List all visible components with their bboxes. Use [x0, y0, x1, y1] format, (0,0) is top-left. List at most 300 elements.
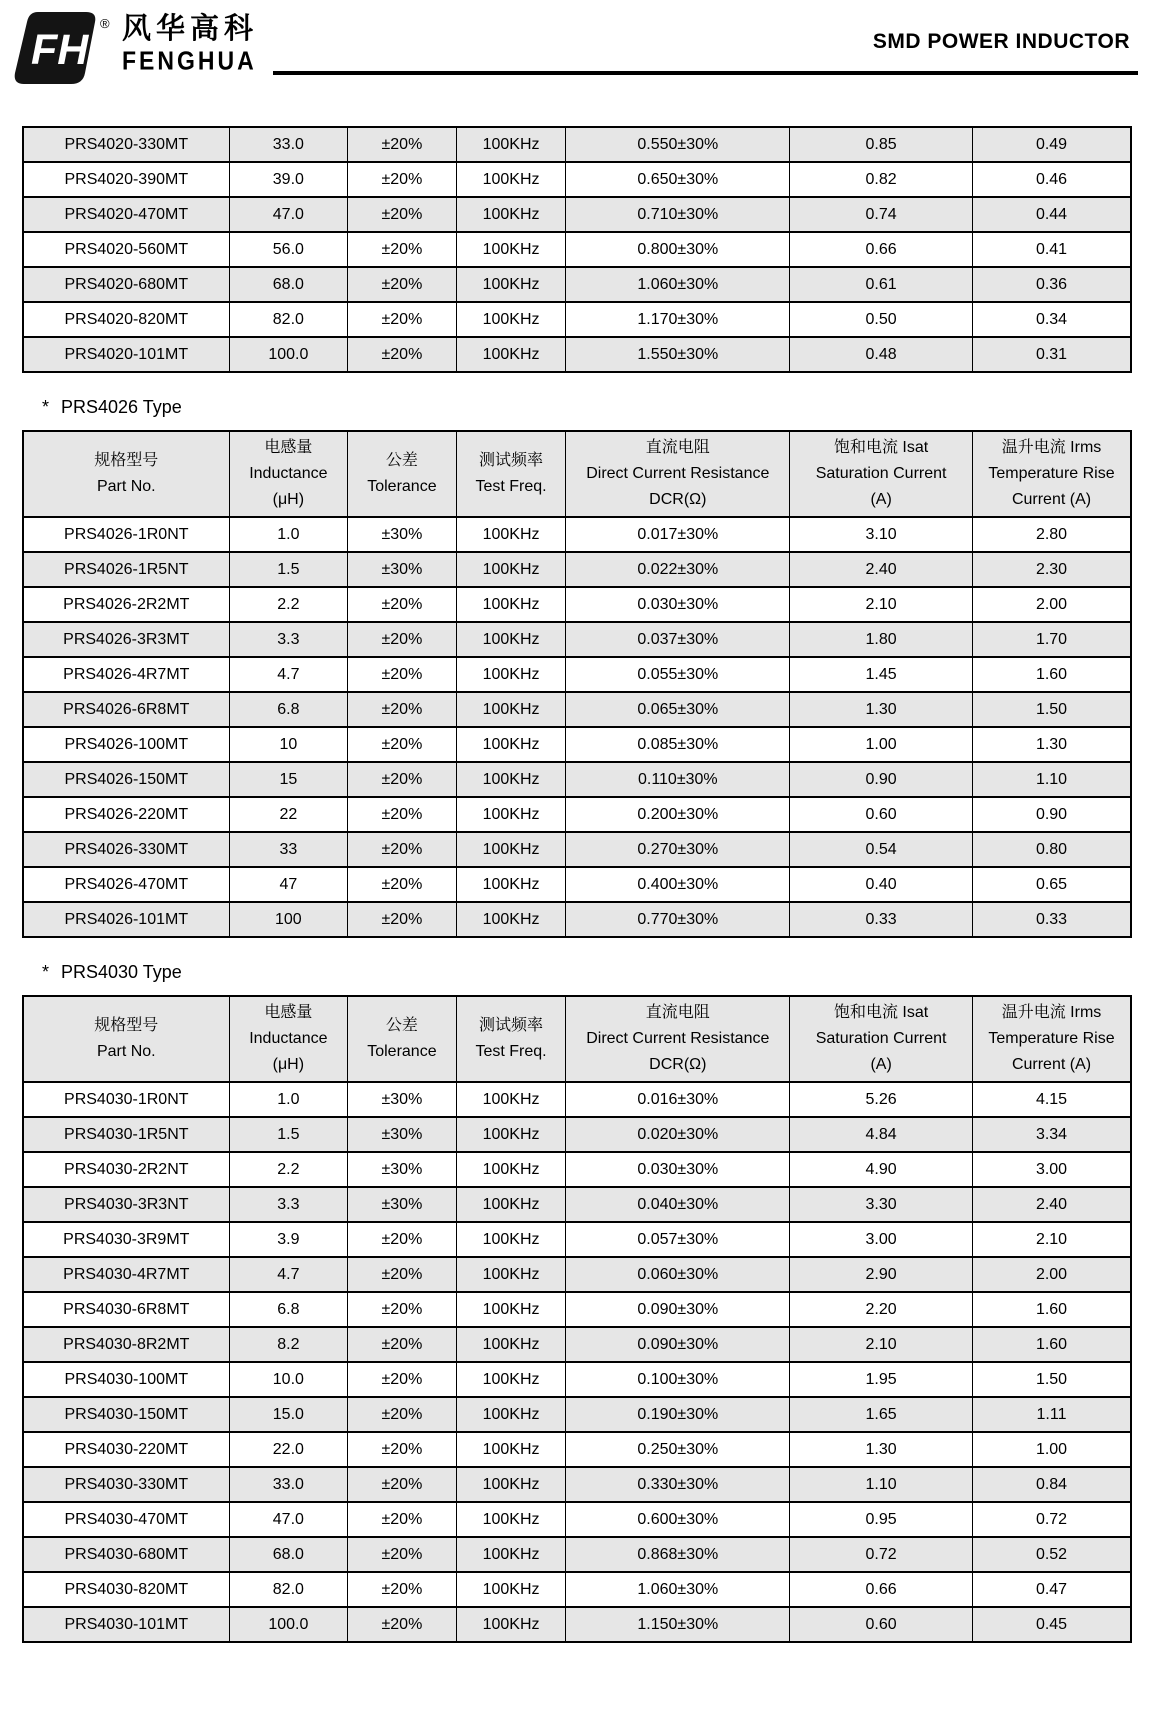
- table-cell: PRS4030-330MT: [23, 1467, 229, 1502]
- table-cell: 1.550±30%: [566, 337, 790, 372]
- table-cell: 4.7: [229, 657, 348, 692]
- table-cell: PRS4030-1R5NT: [23, 1117, 229, 1152]
- column-header-inductance: [229, 431, 348, 517]
- table-cell: 100KHz: [456, 302, 566, 337]
- table-cell: 0.200±30%: [566, 797, 790, 832]
- column-header-line: 直流电阻: [645, 439, 710, 456]
- table-cell: 0.90: [790, 762, 973, 797]
- table-cell: 100.0: [229, 337, 348, 372]
- table-cell: 68.0: [229, 1537, 348, 1572]
- table-cell: 3.3: [229, 622, 348, 657]
- table-cell: 0.270±30%: [566, 832, 790, 867]
- table-cell: PRS4026-470MT: [23, 867, 229, 902]
- table-cell: ±30%: [348, 1152, 457, 1187]
- column-header-part-no: [23, 431, 229, 517]
- table-cell: ±20%: [348, 1467, 457, 1502]
- page-header: [0, 0, 1152, 90]
- header-rule: [273, 71, 1138, 75]
- table-cell: 1.30: [973, 727, 1131, 762]
- table-cell: ±30%: [348, 1082, 457, 1117]
- table-cell: 100KHz: [456, 337, 566, 372]
- table-cell: 0.33: [973, 902, 1131, 937]
- table-cell: 0.190±30%: [566, 1397, 790, 1432]
- table-cell: 3.9: [229, 1222, 348, 1257]
- table-cell: 1.30: [790, 692, 973, 727]
- table-cell: 0.055±30%: [566, 657, 790, 692]
- table-cell: PRS4026-4R7MT: [23, 657, 229, 692]
- table-cell: 0.45: [973, 1607, 1131, 1642]
- table-cell: ±20%: [348, 587, 457, 622]
- table-cell: 0.72: [790, 1537, 973, 1572]
- table-cell: 0.36: [973, 267, 1131, 302]
- table-cell: 1.5: [229, 1117, 348, 1152]
- table-cell: 8.2: [229, 1327, 348, 1362]
- table-cell: 2.2: [229, 587, 348, 622]
- table-row: [23, 1502, 1131, 1537]
- table-cell: ±20%: [348, 1537, 457, 1572]
- table-cell: 0.31: [973, 337, 1131, 372]
- table-row: [23, 162, 1131, 197]
- table-cell: 100KHz: [456, 762, 566, 797]
- table-cell: ±20%: [348, 1222, 457, 1257]
- table-cell: 0.040±30%: [566, 1187, 790, 1222]
- table-cell: 2.00: [973, 587, 1131, 622]
- section-marker: *: [42, 397, 50, 417]
- column-header-line: Saturation Current: [815, 465, 947, 482]
- table-cell: ±20%: [348, 1607, 457, 1642]
- table-cell: ±20%: [348, 267, 457, 302]
- table-cell: PRS4026-3R3MT: [23, 622, 229, 657]
- column-header-line: 电感量: [264, 1004, 313, 1021]
- table-cell: 1.10: [790, 1467, 973, 1502]
- table-cell: PRS4030-4R7MT: [23, 1257, 229, 1292]
- table-cell: 1.65: [790, 1397, 973, 1432]
- table-cell: ±20%: [348, 1292, 457, 1327]
- table-cell: 4.15: [973, 1082, 1131, 1117]
- column-header-line: Inductance: [249, 465, 328, 482]
- section-title-text: PRS4026 Type: [61, 397, 182, 417]
- table-cell: PRS4020-390MT: [23, 162, 229, 197]
- column-header-isat: [790, 996, 973, 1082]
- table-row: [23, 1432, 1131, 1467]
- table-cell: 0.030±30%: [566, 587, 790, 622]
- column-header-part-no: [23, 996, 229, 1082]
- table-cell: 2.40: [790, 552, 973, 587]
- column-header-line: 饱和电流 Isat: [833, 1004, 929, 1021]
- table-cell: 1.11: [973, 1397, 1131, 1432]
- table-cell: 0.95: [790, 1502, 973, 1537]
- table-cell: 100: [229, 902, 348, 937]
- table-cell: ±20%: [348, 797, 457, 832]
- table-cell: 47.0: [229, 1502, 348, 1537]
- table-cell: 1.00: [790, 727, 973, 762]
- table-cell: 100KHz: [456, 657, 566, 692]
- table-cell: ±20%: [348, 762, 457, 797]
- column-header-line: Part No.: [96, 478, 156, 495]
- table-cell: PRS4030-100MT: [23, 1362, 229, 1397]
- table-cell: 100KHz: [456, 1327, 566, 1362]
- table-cell: PRS4030-3R3NT: [23, 1187, 229, 1222]
- table-cell: PRS4020-820MT: [23, 302, 229, 337]
- column-header-test-freq: [456, 996, 566, 1082]
- table-cell: 0.022±30%: [566, 552, 790, 587]
- section-marker: *: [42, 962, 50, 982]
- table-cell: 100KHz: [456, 587, 566, 622]
- table-row: [23, 867, 1131, 902]
- table-cell: 0.40: [790, 867, 973, 902]
- table-cell: 100KHz: [456, 692, 566, 727]
- table-cell: 6.8: [229, 692, 348, 727]
- table-cell: 1.5: [229, 552, 348, 587]
- table-cell: 1.45: [790, 657, 973, 692]
- table-row: [23, 762, 1131, 797]
- table-cell: PRS4026-6R8MT: [23, 692, 229, 727]
- table-cell: 10: [229, 727, 348, 762]
- table-row: [23, 1537, 1131, 1572]
- table-cell: 0.66: [790, 232, 973, 267]
- table-cell: 0.84: [973, 1467, 1131, 1502]
- table-cell: 100KHz: [456, 1502, 566, 1537]
- column-header-line: 温升电流 Irms: [1001, 1004, 1102, 1021]
- table-cell: 6.8: [229, 1292, 348, 1327]
- table-cell: ±20%: [348, 832, 457, 867]
- table-cell: 0.85: [790, 127, 973, 162]
- table-cell: 2.80: [973, 517, 1131, 552]
- content-area: [22, 126, 1132, 1643]
- table-cell: 0.52: [973, 1537, 1131, 1572]
- table-row: [23, 1222, 1131, 1257]
- table-cell: ±20%: [348, 302, 457, 337]
- column-header-line: 测试频率: [479, 1017, 544, 1034]
- table-cell: 100KHz: [456, 1607, 566, 1642]
- table-cell: PRS4026-1R5NT: [23, 552, 229, 587]
- table-cell: 0.50: [790, 302, 973, 337]
- column-header-line: (μH): [272, 1056, 305, 1073]
- table-row: [23, 1327, 1131, 1362]
- table-cell: PRS4030-150MT: [23, 1397, 229, 1432]
- table-cell: 100KHz: [456, 197, 566, 232]
- table-cell: 100KHz: [456, 1397, 566, 1432]
- table-cell: PRS4030-820MT: [23, 1572, 229, 1607]
- table-cell: 5.26: [790, 1082, 973, 1117]
- column-header-line: DCR(Ω): [649, 491, 707, 508]
- table-cell: 22.0: [229, 1432, 348, 1467]
- table-cell: 2.10: [973, 1222, 1131, 1257]
- table-cell: ±20%: [348, 232, 457, 267]
- table-cell: 3.3: [229, 1187, 348, 1222]
- column-header-inductance: [229, 996, 348, 1082]
- table-cell: PRS4030-220MT: [23, 1432, 229, 1467]
- table-cell: ±20%: [348, 1327, 457, 1362]
- column-header-line: Part No.: [96, 1043, 156, 1060]
- table-row: [23, 1467, 1131, 1502]
- table-cell: 1.30: [790, 1432, 973, 1467]
- column-header-line: (A): [870, 1056, 892, 1073]
- table-cell: 0.090±30%: [566, 1327, 790, 1362]
- table-cell: 0.33: [790, 902, 973, 937]
- column-header-line: Tolerance: [367, 478, 437, 495]
- table-row: [23, 232, 1131, 267]
- table-row: [23, 1257, 1131, 1292]
- table-cell: 0.80: [973, 832, 1131, 867]
- table-cell: 3.10: [790, 517, 973, 552]
- table-cell: PRS4020-680MT: [23, 267, 229, 302]
- table-cell: 100.0: [229, 1607, 348, 1642]
- table-cell: 100KHz: [456, 1467, 566, 1502]
- table-cell: 100KHz: [456, 867, 566, 902]
- spec-table: [22, 430, 1132, 938]
- table-cell: ±20%: [348, 1502, 457, 1537]
- table-cell: 33.0: [229, 127, 348, 162]
- table-cell: 2.30: [973, 552, 1131, 587]
- table-cell: 0.44: [973, 197, 1131, 232]
- table-cell: 0.41: [973, 232, 1131, 267]
- table-cell: 3.34: [973, 1117, 1131, 1152]
- table-cell: 100KHz: [456, 517, 566, 552]
- table-row: [23, 1607, 1131, 1642]
- table-cell: 0.72: [973, 1502, 1131, 1537]
- column-header-line: Inductance: [249, 1030, 328, 1047]
- column-header-tolerance: [348, 996, 457, 1082]
- column-header-dcr: [566, 996, 790, 1082]
- table-prs4030: [22, 995, 1132, 1643]
- table-cell: 0.61: [790, 267, 973, 302]
- table-cell: 0.065±30%: [566, 692, 790, 727]
- table-cell: 100KHz: [456, 1537, 566, 1572]
- table-cell: 1.60: [973, 1327, 1131, 1362]
- table-cell: 0.057±30%: [566, 1222, 790, 1257]
- brand-name-chinese: 风华高科: [122, 13, 259, 45]
- table-cell: 100KHz: [456, 1362, 566, 1397]
- column-header-line: 电感量: [264, 439, 313, 456]
- column-header-dcr: [566, 431, 790, 517]
- svg-text:FH: FH: [31, 26, 89, 74]
- column-header-line: 温升电流 Irms: [1001, 439, 1102, 456]
- table-row: [23, 797, 1131, 832]
- registered-trademark-icon: ®: [100, 16, 110, 31]
- fenghua-logo-icon: [14, 11, 98, 85]
- table-cell: 3.00: [973, 1152, 1131, 1187]
- table-row: [23, 622, 1131, 657]
- table-cell: 47: [229, 867, 348, 902]
- column-header-line: 规格型号: [94, 1017, 159, 1034]
- column-header-line: 公差: [385, 1017, 418, 1034]
- column-header-line: 规格型号: [94, 452, 159, 469]
- column-header-line: (A): [870, 491, 892, 508]
- table-cell: 100KHz: [456, 552, 566, 587]
- table-row: [23, 657, 1131, 692]
- table-cell: ±30%: [348, 1187, 457, 1222]
- table-cell: ±20%: [348, 727, 457, 762]
- table-cell: 3.30: [790, 1187, 973, 1222]
- table-cell: 0.74: [790, 197, 973, 232]
- table-cell: PRS4030-2R2NT: [23, 1152, 229, 1187]
- table-cell: 1.60: [973, 1292, 1131, 1327]
- table-cell: 56.0: [229, 232, 348, 267]
- table-cell: 0.250±30%: [566, 1432, 790, 1467]
- table-row: [23, 832, 1131, 867]
- table-cell: 100KHz: [456, 1572, 566, 1607]
- table-cell: 0.65: [973, 867, 1131, 902]
- table-cell: 2.40: [973, 1187, 1131, 1222]
- table-row: [23, 727, 1131, 762]
- table-cell: 2.20: [790, 1292, 973, 1327]
- table-cell: 0.49: [973, 127, 1131, 162]
- column-header-irms: [973, 431, 1131, 517]
- table-cell: 100KHz: [456, 1117, 566, 1152]
- table-row: [23, 552, 1131, 587]
- table-row: [23, 197, 1131, 232]
- table-cell: 0.110±30%: [566, 762, 790, 797]
- table-cell: 2.00: [973, 1257, 1131, 1292]
- table-cell: PRS4026-150MT: [23, 762, 229, 797]
- section-title-prs4026: [22, 395, 1132, 420]
- table-cell: 0.90: [973, 797, 1131, 832]
- table-cell: 1.10: [973, 762, 1131, 797]
- table-cell: 0.800±30%: [566, 232, 790, 267]
- table-cell: 100KHz: [456, 1292, 566, 1327]
- table-cell: PRS4030-470MT: [23, 1502, 229, 1537]
- column-header-line: Temperature Rise: [988, 1030, 1115, 1047]
- table-cell: 39.0: [229, 162, 348, 197]
- column-header-line: Current (A): [1011, 1056, 1092, 1073]
- table-header-row: [23, 431, 1131, 517]
- table-cell: ±20%: [348, 1572, 457, 1607]
- table-cell: ±20%: [348, 127, 457, 162]
- table-cell: 0.60: [790, 797, 973, 832]
- table-cell: 0.82: [790, 162, 973, 197]
- table-cell: 1.0: [229, 517, 348, 552]
- table-prs4020-continued: [22, 126, 1132, 373]
- table-cell: ±20%: [348, 197, 457, 232]
- table-cell: 1.00: [973, 1432, 1131, 1467]
- table-cell: 3.00: [790, 1222, 973, 1257]
- table-cell: 100KHz: [456, 1222, 566, 1257]
- table-cell: ±20%: [348, 1397, 457, 1432]
- table-cell: 100KHz: [456, 902, 566, 937]
- table-cell: 0.060±30%: [566, 1257, 790, 1292]
- table-cell: 100KHz: [456, 267, 566, 302]
- table-cell: ±20%: [348, 1362, 457, 1397]
- table-cell: 10.0: [229, 1362, 348, 1397]
- table-row: [23, 1572, 1131, 1607]
- table-row: [23, 127, 1131, 162]
- table-row: [23, 302, 1131, 337]
- table-cell: 1.60: [973, 657, 1131, 692]
- table-cell: 0.090±30%: [566, 1292, 790, 1327]
- table-cell: 100KHz: [456, 1432, 566, 1467]
- table-cell: 2.10: [790, 1327, 973, 1362]
- column-header-line: DCR(Ω): [649, 1056, 707, 1073]
- table-cell: 100KHz: [456, 1187, 566, 1222]
- spec-table: [22, 995, 1132, 1643]
- table-cell: 4.84: [790, 1117, 973, 1152]
- table-cell: 1.50: [973, 1362, 1131, 1397]
- column-header-line: 公差: [385, 452, 418, 469]
- table-cell: ±30%: [348, 552, 457, 587]
- table-cell: ±20%: [348, 1432, 457, 1467]
- column-header-line: 测试频率: [479, 452, 544, 469]
- table-cell: 2.10: [790, 587, 973, 622]
- table-cell: PRS4030-3R9MT: [23, 1222, 229, 1257]
- table-cell: PRS4026-220MT: [23, 797, 229, 832]
- table-row: [23, 1397, 1131, 1432]
- brand-name-english: FENGHUA: [122, 46, 257, 76]
- table-cell: 0.085±30%: [566, 727, 790, 762]
- table-cell: PRS4026-1R0NT: [23, 517, 229, 552]
- table-cell: ±20%: [348, 337, 457, 372]
- table-cell: 1.70: [973, 622, 1131, 657]
- table-cell: PRS4026-100MT: [23, 727, 229, 762]
- table-row: [23, 1152, 1131, 1187]
- column-header-line: Current (A): [1011, 491, 1092, 508]
- table-cell: 4.90: [790, 1152, 973, 1187]
- table-cell: 100KHz: [456, 1082, 566, 1117]
- column-header-irms: [973, 996, 1131, 1082]
- table-cell: 0.60: [790, 1607, 973, 1642]
- table-cell: 82.0: [229, 1572, 348, 1607]
- table-header-row: [23, 996, 1131, 1082]
- table-row: [23, 337, 1131, 372]
- table-cell: 1.50: [973, 692, 1131, 727]
- column-header-line: 直流电阻: [645, 1004, 710, 1021]
- table-cell: 15.0: [229, 1397, 348, 1432]
- table-cell: ±30%: [348, 517, 457, 552]
- table-cell: 47.0: [229, 197, 348, 232]
- table-cell: 1.060±30%: [566, 1572, 790, 1607]
- table-cell: 0.100±30%: [566, 1362, 790, 1397]
- table-cell: 33.0: [229, 1467, 348, 1502]
- table-cell: 68.0: [229, 267, 348, 302]
- table-cell: ±20%: [348, 162, 457, 197]
- table-cell: 33: [229, 832, 348, 867]
- table-cell: 2.90: [790, 1257, 973, 1292]
- table-cell: 100KHz: [456, 727, 566, 762]
- column-header-test-freq: [456, 431, 566, 517]
- page-title: SMD POWER INDUCTOR: [872, 30, 1130, 53]
- table-cell: PRS4026-330MT: [23, 832, 229, 867]
- table-cell: PRS4030-680MT: [23, 1537, 229, 1572]
- table-cell: 82.0: [229, 302, 348, 337]
- table-cell: PRS4020-101MT: [23, 337, 229, 372]
- table-cell: 0.868±30%: [566, 1537, 790, 1572]
- column-header-line: Test Freq.: [475, 478, 547, 495]
- table-cell: 100KHz: [456, 162, 566, 197]
- table-cell: 0.017±30%: [566, 517, 790, 552]
- table-cell: ±20%: [348, 622, 457, 657]
- table-row: [23, 692, 1131, 727]
- section-title-text: PRS4030 Type: [61, 962, 182, 982]
- table-cell: PRS4030-1R0NT: [23, 1082, 229, 1117]
- table-cell: PRS4020-330MT: [23, 127, 229, 162]
- table-cell: ±20%: [348, 657, 457, 692]
- table-cell: 0.48: [790, 337, 973, 372]
- table-cell: 0.54: [790, 832, 973, 867]
- table-cell: 0.770±30%: [566, 902, 790, 937]
- table-cell: 0.66: [790, 1572, 973, 1607]
- table-cell: ±20%: [348, 902, 457, 937]
- table-cell: PRS4030-6R8MT: [23, 1292, 229, 1327]
- table-cell: 2.2: [229, 1152, 348, 1187]
- table-row: [23, 1082, 1131, 1117]
- column-header-line: Direct Current Resistance: [586, 1030, 770, 1047]
- brand-block: [122, 13, 259, 76]
- table-cell: ±20%: [348, 1257, 457, 1292]
- column-header-line: 饱和电流 Isat: [833, 439, 929, 456]
- column-header-line: Test Freq.: [475, 1043, 547, 1060]
- table-cell: 22: [229, 797, 348, 832]
- table-cell: ±20%: [348, 692, 457, 727]
